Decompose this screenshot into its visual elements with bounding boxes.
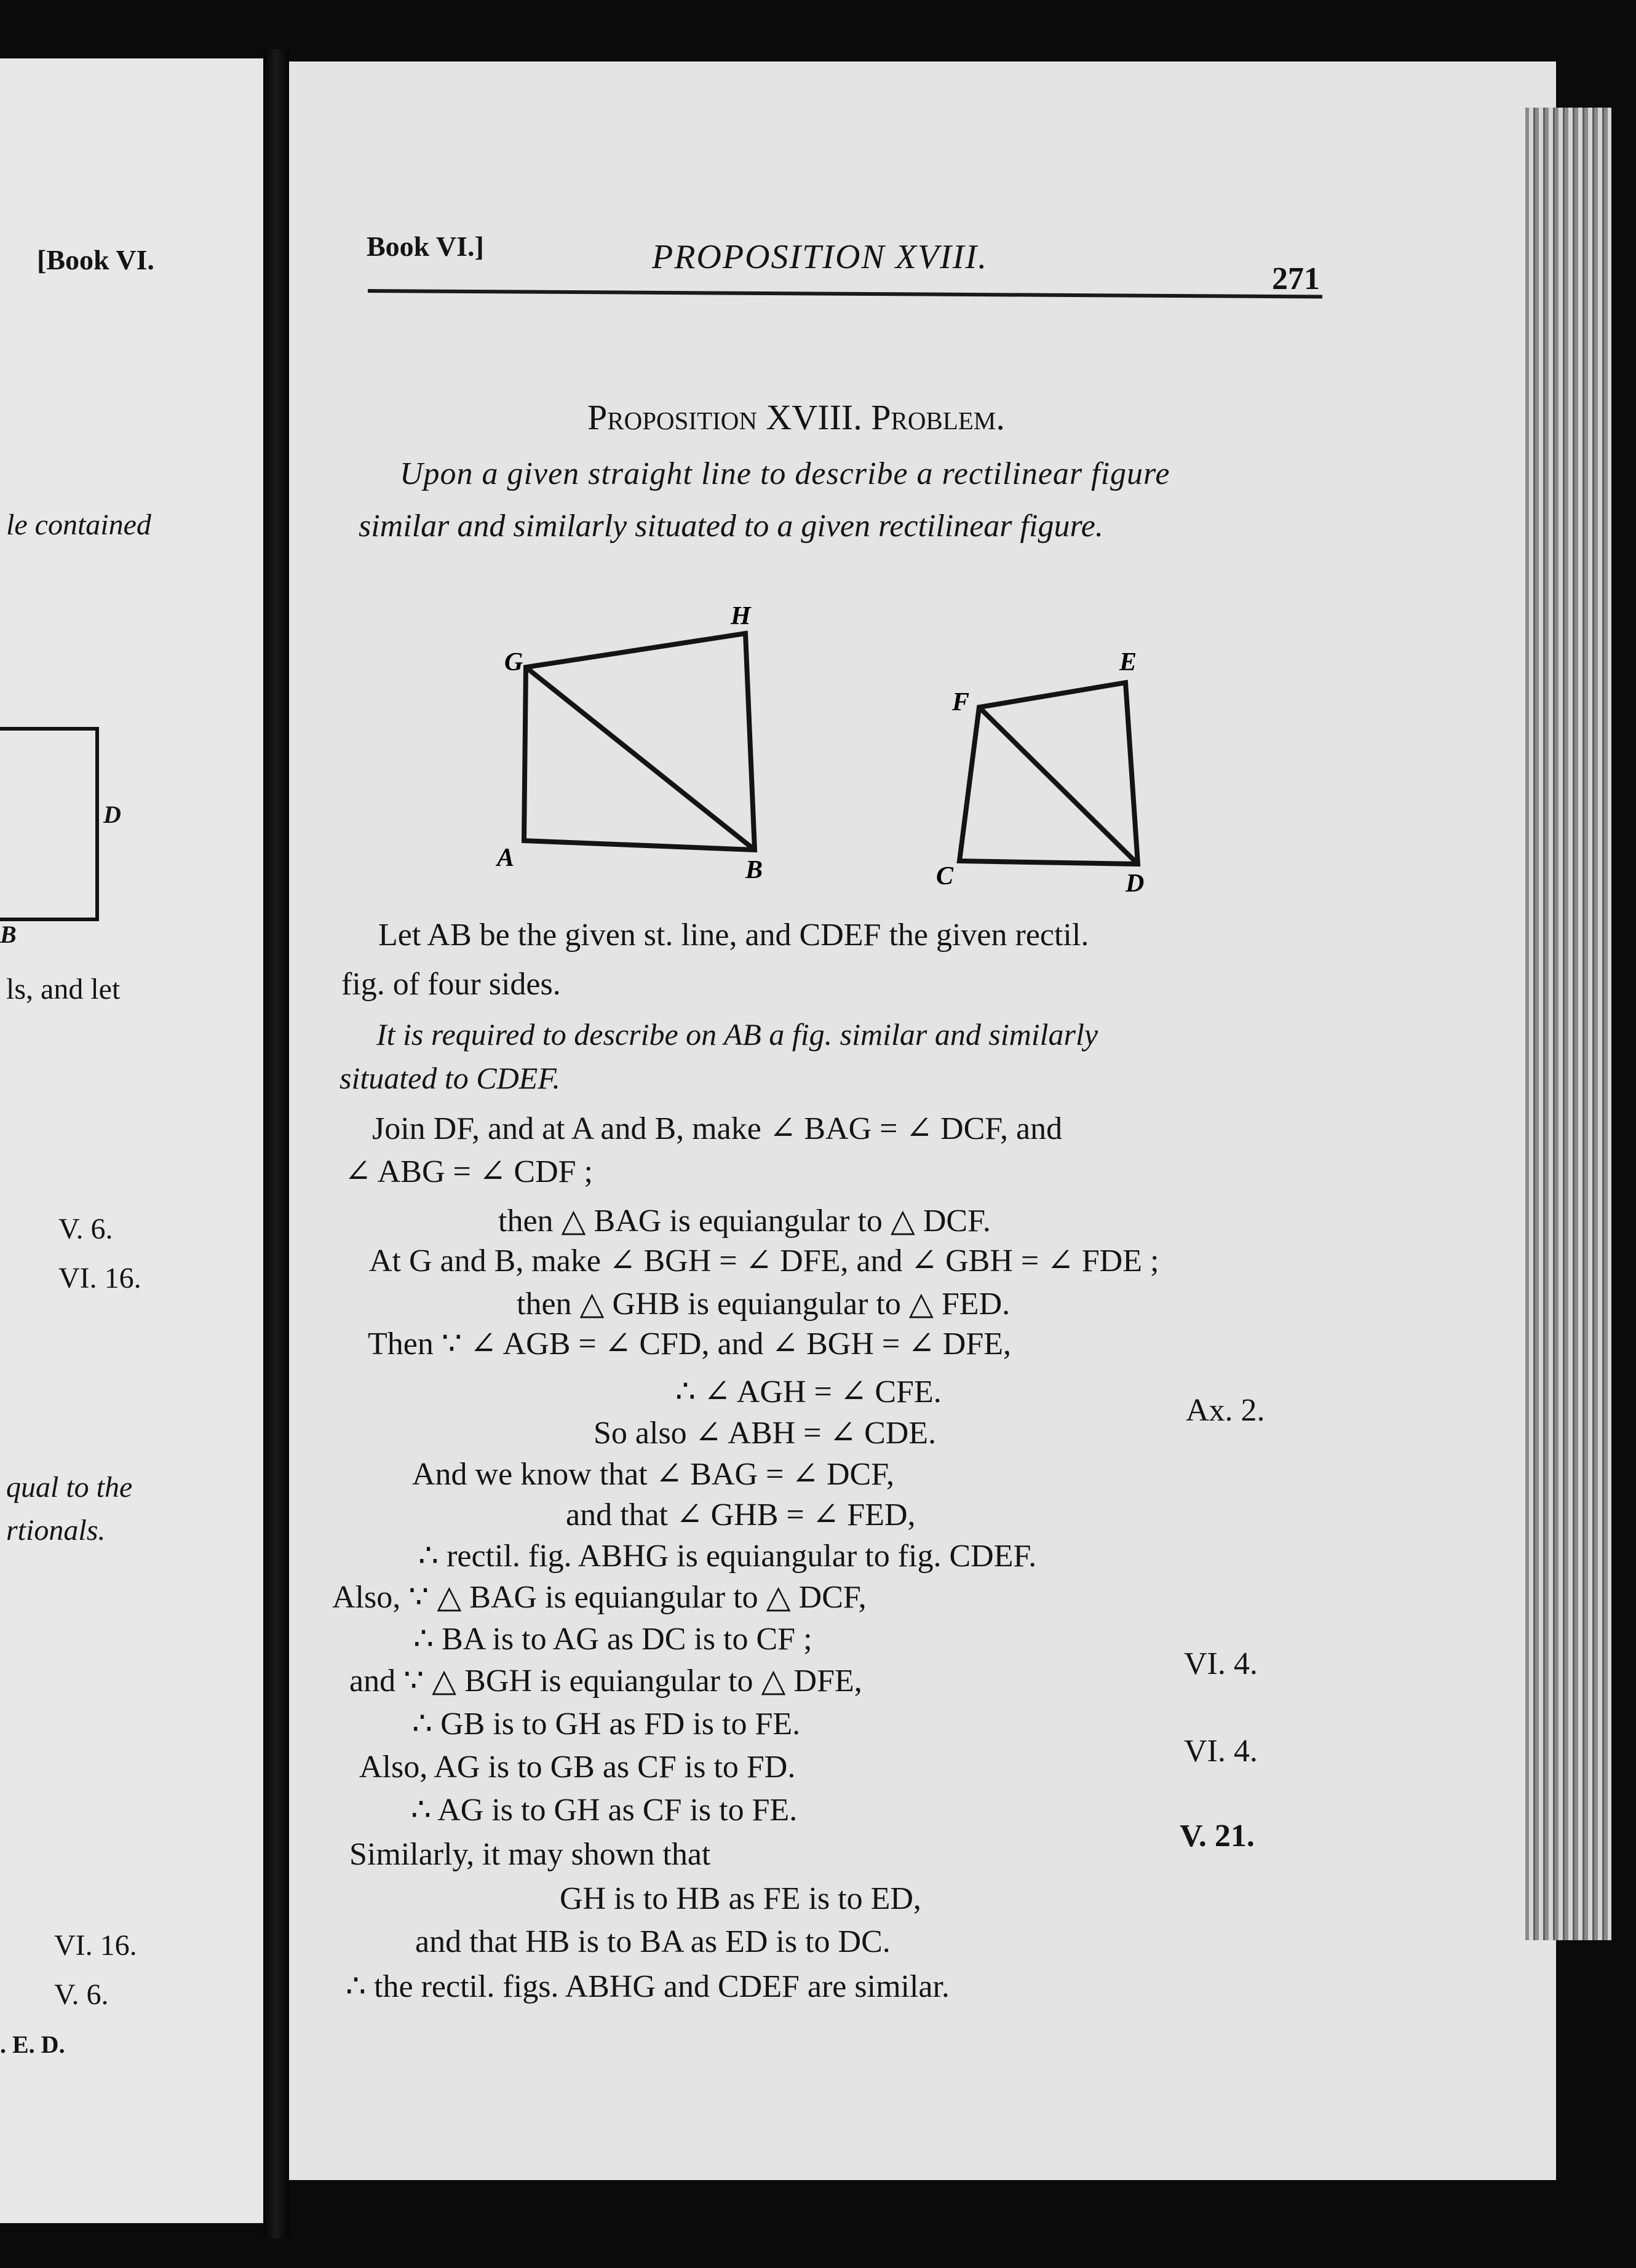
left-page-qed: . E. D.	[0, 2031, 65, 2058]
figure-label-f: F	[952, 688, 970, 716]
left-page-text-line: rtionals.	[6, 1514, 106, 1547]
margin-ref: Ax. 2.	[1186, 1393, 1265, 1428]
body-line: Join DF, and at A and B, make ∠ BAG = ∠ DCF, and	[372, 1111, 1063, 1146]
left-page-text-line: le contained	[6, 509, 151, 541]
body-line: Let AB be the given st. line, and CDEF the given rectil.	[378, 918, 1089, 953]
body-line: ∴ AG is to GH as CF is to FE.	[411, 1793, 798, 1828]
left-figure-label-b: B	[0, 921, 17, 948]
body-line: And we know that ∠ BAG = ∠ DCF,	[412, 1457, 894, 1492]
body-line: then △ GHB is equiangular to △ FED.	[517, 1287, 1011, 1322]
proposition-title: Proposition XVIII. Problem.	[587, 397, 1005, 437]
left-page	[0, 58, 263, 2223]
left-page-text-line: ls, and let	[6, 973, 121, 1005]
figure-label-h: H	[731, 602, 751, 630]
body-line: At G and B, make ∠ BGH = ∠ DFE, and ∠ GBH = ∠ FDE ;	[369, 1243, 1159, 1279]
enunciation-line-2: similar and similarly situated to a given rectilinear figure.	[359, 509, 1103, 544]
figure-label-a: A	[497, 844, 515, 872]
body-line: situated to CDEF.	[340, 1061, 560, 1095]
figure-label-e: E	[1119, 648, 1137, 676]
body-line: Also, AG is to GB as CF is to FD.	[359, 1750, 796, 1785]
body-line: ∴ BA is to AG as DC is to CF ;	[413, 1622, 812, 1657]
figure-label-g: G	[504, 648, 523, 676]
body-line: So also ∠ ABH = ∠ CDE.	[594, 1416, 937, 1451]
body-line: and that ∠ GHB = ∠ FED,	[566, 1497, 916, 1532]
figure-label-d: D	[1126, 870, 1145, 898]
body-line: fig. of four sides.	[341, 967, 561, 1002]
page-edges	[1525, 108, 1611, 1940]
left-margin-ref: V. 6.	[54, 1978, 109, 2011]
figure-label-c: C	[936, 862, 954, 890]
geometric-figure	[480, 590, 1218, 898]
running-header-book: Book VI.]	[367, 231, 484, 262]
left-margin-ref: V. 6.	[58, 1213, 113, 1245]
left-page-text-line: qual to the	[6, 1471, 133, 1504]
figure-diagonal-gb	[526, 667, 755, 850]
left-margin-ref: VI. 16.	[54, 1929, 137, 1962]
body-line: ∴ rectil. fig. ABHG is equiangular to fig. CDEF.	[418, 1539, 1037, 1574]
margin-ref: VI. 4.	[1184, 1646, 1258, 1681]
body-line: Then ∵ ∠ AGB = ∠ CFD, and ∠ BGH = ∠ DFE,	[368, 1326, 1012, 1362]
body-line: and that HB is to BA as ED is to DC.	[415, 1924, 891, 1959]
figure-quadrilateral-abhg	[524, 633, 755, 850]
figure-label-b: B	[745, 856, 763, 884]
body-line: ∴ ∠ AGH = ∠ CFE.	[675, 1374, 942, 1410]
figure-diagonal-fd	[979, 707, 1138, 864]
body-line: and ∵ △ BGH is equiangular to △ DFE,	[349, 1663, 862, 1699]
running-header-title: PROPOSITION XVIII.	[652, 238, 988, 276]
book-gutter	[263, 49, 289, 2238]
enunciation-line-1: Upon a given straight line to describe a rectilinear figure	[400, 456, 1170, 491]
body-line: ∠ ABG = ∠ CDF ;	[344, 1154, 593, 1189]
left-margin-ref: VI. 16.	[58, 1262, 141, 1295]
body-line: It is required to describe on AB a fig. similar and similarly	[376, 1017, 1098, 1052]
body-line: then △ BAG is equiangular to △ DCF.	[498, 1203, 991, 1239]
body-line: GH is to HB as FE is to ED,	[560, 1881, 921, 1916]
left-figure-label-d: D	[103, 801, 121, 828]
body-line: ∴ the rectil. figs. ABHG and CDEF are similar.	[346, 1969, 950, 2004]
left-page-figure	[0, 673, 263, 944]
margin-ref: V. 21.	[1180, 1818, 1255, 1854]
page-number: 271	[1272, 261, 1320, 296]
body-line: Also, ∵ △ BAG is equiangular to △ DCF,	[332, 1580, 867, 1615]
body-line: ∴ GB is to GH as FD is to FE.	[412, 1707, 801, 1742]
body-line: Similarly, it may shown that	[349, 1837, 711, 1872]
left-page-header: [Book VI.	[37, 244, 154, 276]
margin-ref: VI. 4.	[1184, 1734, 1258, 1769]
